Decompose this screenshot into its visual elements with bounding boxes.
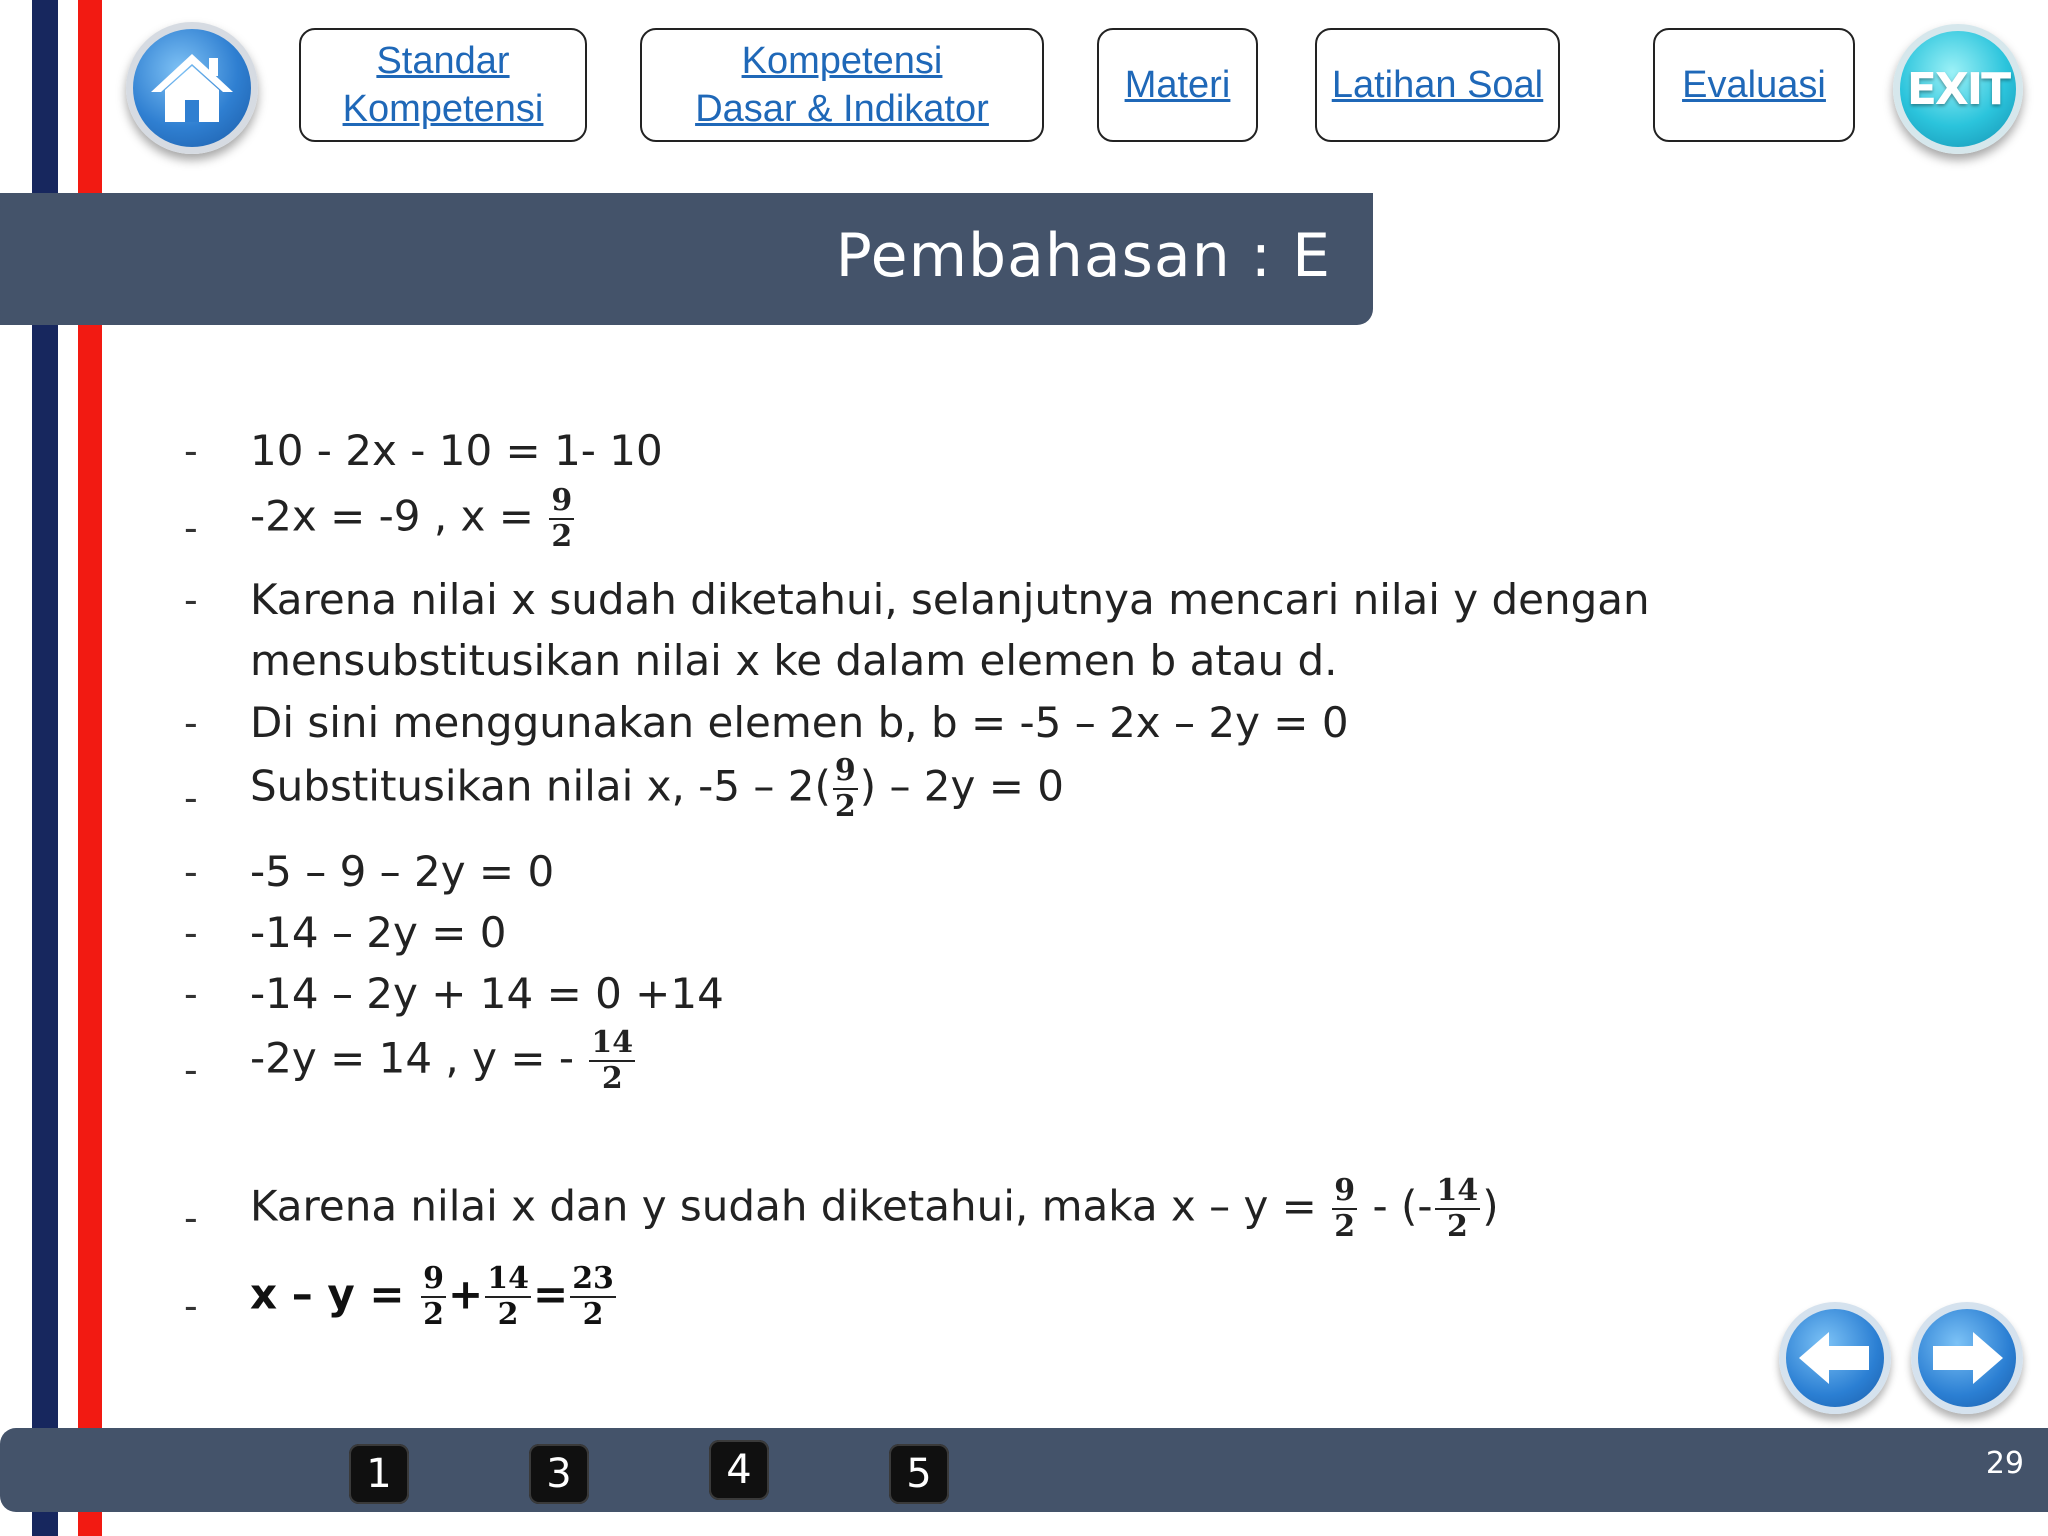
page-button-4[interactable]: 4 [709, 1440, 769, 1500]
page-title: Pembahasan : E [835, 221, 1331, 291]
step-5 [250, 754, 1064, 824]
page-button-3[interactable]: 3 [529, 1444, 589, 1504]
fraction-den: 2 [551, 519, 573, 554]
fraction-num: 14 [591, 1025, 634, 1060]
fraction [1435, 1174, 1481, 1244]
bullet-dash: - [184, 578, 198, 622]
fraction-den: 2 [601, 1061, 623, 1096]
fraction-num: 23 [572, 1261, 614, 1296]
fraction [833, 754, 858, 824]
bullet-dash: - [184, 1196, 198, 1240]
footer-bar [0, 1428, 2048, 1512]
step-11-plus: + [448, 1269, 484, 1319]
exit-label: EXIT [1906, 63, 2010, 115]
bullet-dash: - [184, 776, 198, 820]
fraction-num: 9 [423, 1261, 445, 1296]
fraction-den: 2 [582, 1297, 604, 1332]
bullet-dash: - [184, 701, 198, 745]
step-10 [250, 1174, 1499, 1244]
step-9 [250, 1026, 637, 1096]
page-button-1[interactable]: 1 [349, 1444, 409, 1504]
step-10-post: ) [1482, 1181, 1499, 1231]
fraction [549, 484, 574, 554]
step-1: 10 - 2x - 10 = 1- 10 [250, 426, 663, 475]
step-9-text: -2y = 14 , y = - [250, 1033, 588, 1083]
step-5-post: ) – 2y = 0 [859, 761, 1064, 811]
step-10-pre: Karena nilai x dan y sudah diketahui, maka x – y = [250, 1181, 1331, 1231]
bullet-dash: - [184, 850, 198, 894]
fraction-num: 9 [551, 483, 573, 518]
bullet-dash: - [184, 429, 198, 473]
fraction-den: 2 [1334, 1209, 1356, 1244]
fraction-den: 2 [834, 789, 856, 824]
step-7: -14 – 2y = 0 [250, 908, 507, 957]
fraction-den: 2 [423, 1297, 445, 1332]
step-10-mid: - (- [1359, 1181, 1433, 1231]
fraction [1332, 1174, 1357, 1244]
fraction-num: 9 [1334, 1173, 1356, 1208]
step-3b: mensubstitusikan nilai x ke dalam elemen b atau d. [250, 636, 1338, 685]
fraction-num: 14 [487, 1261, 529, 1296]
step-11-eq: = [532, 1269, 569, 1319]
arrow-right-icon [1927, 1328, 2007, 1388]
slide-number: 29 [1985, 1446, 2024, 1481]
step-8: -14 – 2y + 14 = 0 +14 [250, 969, 724, 1018]
nav-kompetensi-line2: Dasar & Indikator [695, 88, 989, 130]
previous-button[interactable] [1779, 1302, 1891, 1414]
bullet-dash: - [184, 1048, 198, 1092]
fraction-num: 9 [834, 753, 856, 788]
fraction-num: 14 [1436, 1173, 1479, 1208]
step-3a: Karena nilai x sudah diketahui, selanjutnya mencari nilai y dengan [250, 575, 1650, 624]
fraction-den: 2 [1446, 1209, 1468, 1244]
step-6: -5 – 9 – 2y = 0 [250, 847, 555, 896]
step-4: Di sini menggunakan elemen b, b = -5 – 2x – 2y = 0 [250, 698, 1349, 747]
nav-evaluasi-label: Evaluasi [1682, 64, 1826, 106]
nav-materi-label: Materi [1124, 64, 1231, 106]
nav-latihan-label: Latihan Soal [1331, 64, 1544, 106]
fraction [421, 1262, 446, 1332]
step-11-pre: x – y = [250, 1269, 420, 1319]
fraction [570, 1262, 616, 1332]
bullet-dash: - [184, 1284, 198, 1328]
step-11 [250, 1262, 618, 1332]
page-button-5[interactable]: 5 [889, 1444, 949, 1504]
bullet-dash: - [184, 972, 198, 1016]
step-2 [250, 484, 576, 554]
step-2-text: -2x = -9 , x = [250, 491, 548, 541]
nav-standar-line2: Kompetensi [342, 88, 544, 130]
fraction [485, 1262, 531, 1332]
next-button[interactable] [1911, 1302, 2023, 1414]
fraction [589, 1026, 635, 1096]
step-5-pre: Substitusikan nilai x, -5 – 2( [250, 761, 831, 811]
arrow-left-icon [1795, 1328, 1875, 1388]
nav-standar-line1: Standar [376, 40, 510, 82]
fraction-den: 2 [497, 1297, 519, 1332]
bullet-dash: - [184, 506, 198, 550]
nav-kompetensi-line1: Kompetensi [741, 40, 943, 82]
bullet-dash: - [184, 911, 198, 955]
